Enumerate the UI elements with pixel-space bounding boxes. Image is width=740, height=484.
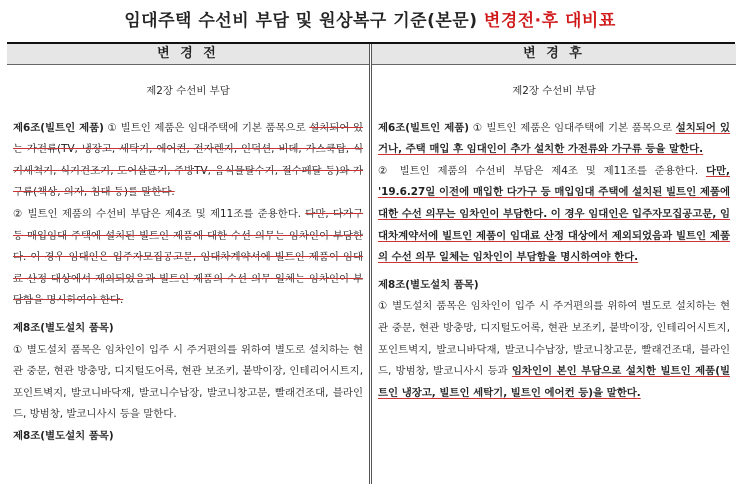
before-chapter-title: 제2장 수선비 부담 bbox=[146, 85, 230, 97]
after-header: 변 경 후 bbox=[372, 44, 736, 65]
after-article8-heading: 제8조(별도설치 품목) bbox=[378, 278, 479, 291]
before-header: 변 경 전 bbox=[7, 44, 369, 65]
after-art6-p2-added: 다만, '19.6.27일 이전에 매입한 다가구 등 매입임대 주택에 설치된 빌트인 제품에 대한 수선 의무는 임차인이 부담한다. 이 경우 임대인은 입주자모집공고문, 임대차계약서에 빌트인 제품이 임대료 산정 대상에서 제외되었음과 빌트인 제품의 수선 의무 일체는 임차인이 부담함을 명시하여야 한다. bbox=[378, 164, 730, 264]
before-article6-heading: 제6조(빌트인 제품) bbox=[13, 121, 104, 134]
after-article6-para2 bbox=[378, 161, 730, 269]
before-article6-para2 bbox=[13, 204, 363, 312]
after-art8-p1-text: ① 별도설치 품목은 임차인이 입주 시 주거편의를 위하여 별도로 설치하는 현관 중문, 현관 방충망, 디지털도어록, 현관 보조키, 붙박이장, 인테리어시트지, 포인트벽지, 발코니바닥재, 발코니수납장, 발코니창고문, 빨래건조대, 블라인드, 방범창, 발코니사시 등과 bbox=[378, 300, 730, 378]
before-article8-para1: ① 별도설치 품목은 임차인이 입주 시 주거편의를 위하여 별도로 설치하는 현관 중문, 현관 방충망, 디지털도어록, 현관 보조키, 붙박이장, 인테리어시트지, 포인트벽지, 발코니바닥재, 발코니수납장, 발코니창고문, 빨래건조대, 블라인드, 방범창, 발코니사시 등을 말한다. bbox=[13, 343, 363, 421]
after-body bbox=[372, 81, 736, 404]
after-column bbox=[371, 44, 736, 484]
before-art6-p1-text: ① 빌트인 제품은 임대주택에 기본 품목으로 bbox=[103, 121, 310, 134]
before-art6-p2-text: ② 빌트인 제품의 수선비 부담은 제4조 및 제11조를 준용한다. bbox=[13, 207, 306, 220]
after-article6-heading: 제6조(빌트인 제품) bbox=[378, 121, 470, 134]
title-main: 임대주택 수선비 부담 및 원상복구 기준(본문) bbox=[124, 11, 484, 31]
comparison-table bbox=[7, 42, 735, 484]
title-highlight: 변경전·후 대비표 bbox=[483, 11, 616, 31]
after-article6-para1 bbox=[378, 118, 730, 161]
before-art6-p1-deleted: 설치되어 있는 가전류(TV, 냉장고, 세탁기, 에어컨, 전자렌지, 인덕션, 비데, 가스쿡탑, 식기세척기, 식기건조기, 도어살균기, 주방TV, 음식물탈수기, 절수페달 등)와 가구류(책상, 의자, 침대 등)를 말한다. bbox=[13, 121, 363, 199]
after-art8-p1-added: 임차인이 본인 부담으로 설치한 빌트인 제품(빌트인 냉장고, 빌트인 세탁기, 빌트인 에어컨 등)을 말한다. bbox=[378, 365, 731, 399]
after-art6-p1-added: 설치되어 있거나, 주택 매입 후 임대인이 추가 설치한 가전류와 가구류 등을 말한다. bbox=[378, 121, 730, 156]
after-art6-p1-text: ① 빌트인 제품은 임대주택에 기본 품목으로 bbox=[469, 121, 676, 134]
before-article6-para1 bbox=[13, 118, 363, 204]
before-article8-heading: 제8조(별도설치 품목) bbox=[13, 321, 114, 334]
after-article8-para1 bbox=[378, 296, 730, 404]
document-title bbox=[0, 6, 740, 31]
before-article8-tail: 제8조(별도설치 품목) bbox=[13, 429, 114, 442]
after-chapter-title: 제2장 수선비 부담 bbox=[512, 85, 596, 97]
after-art6-p2-text: ② 빌트인 제품의 수선비 부담은 제4조 및 제11조를 준용한다. bbox=[378, 164, 706, 177]
before-art6-p2-deleted: 다만, 다가구 등 매입임대 주택에 설치된 빌트인 제품에 대한 수선 의무는 임차인이 부담한다. 이 경우 임대인은 입주자모집공고문, 임대차계약서에 빌트인 제품이 임대료 산정 대상에서 제외되었음과 빌트인 제품의 수선 의무 일체는 임차인이 부담함을 명시하여야 한다. bbox=[13, 207, 364, 307]
before-column bbox=[7, 44, 370, 484]
before-body bbox=[7, 81, 369, 448]
